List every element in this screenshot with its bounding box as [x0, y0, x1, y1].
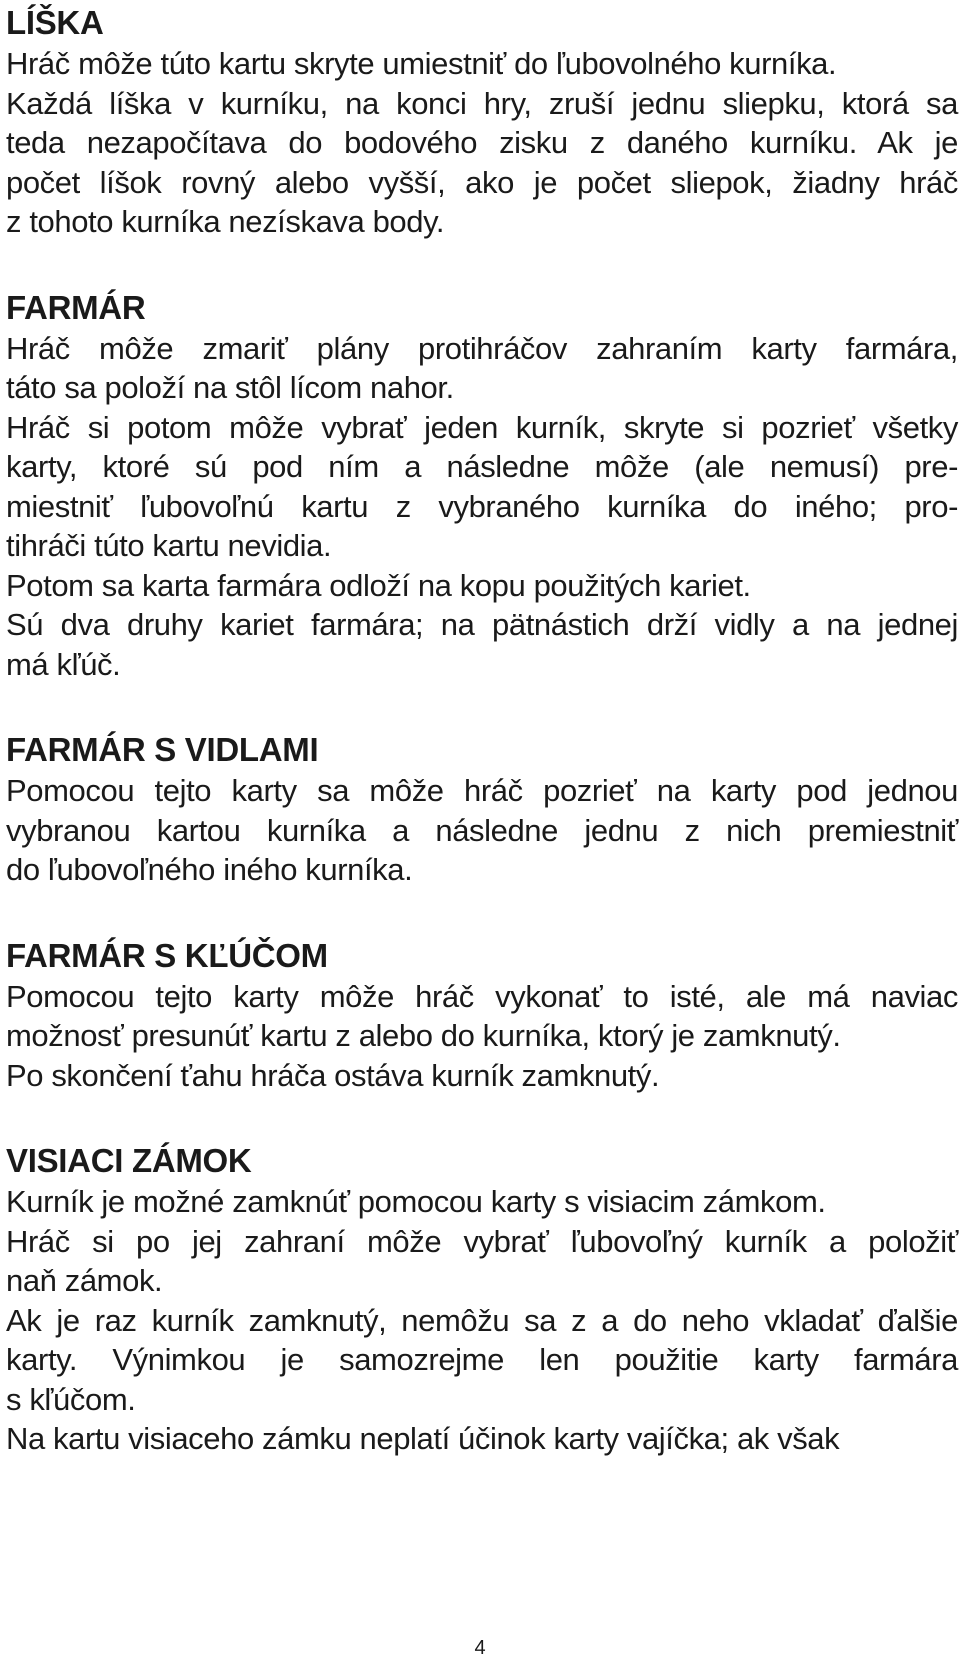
paragraph-line: karty. Výnimkou je samozrejme len použitie karty farmára: [6, 1342, 958, 1377]
document-page: [6, 0, 958, 1459]
paragraph-line: Kurník je možné zamknúť pomocou karty s visiacim zámkom.: [6, 1184, 826, 1219]
paragraph-line: do ľubovoľného iného kurníka.: [6, 852, 413, 887]
section-heading: VISIACI ZÁMOK: [6, 1142, 252, 1179]
paragraph-line: počet líšok rovný alebo vyšší, ako je počet sliepok, žiadny hráč: [6, 164, 958, 200]
paragraph-line: Ak je raz kurník zamknutý, nemôžu sa z a do neho vkladať ďalšie: [6, 1302, 958, 1338]
paragraph-line: teda nezapočítava do bodového zisku z daného kurníku. Ak je: [6, 125, 958, 160]
paragraph-line: Hráč si po jej zahraní môže vybrať ľubovoľný kurník a položiť: [6, 1223, 958, 1259]
section-spacer: [6, 684, 958, 727]
paragraph-line: naň zámok.: [6, 1263, 163, 1298]
section-farmar-s-vidlami: [6, 727, 958, 890]
section-farmar: [6, 285, 958, 685]
paragraph-line: Hráč môže zmariť plány protihráčov zahraním karty farmára,: [6, 330, 958, 366]
section-spacer: [6, 1095, 958, 1138]
paragraph-line: táto sa položí na stôl lícom nahor.: [6, 370, 454, 405]
paragraph-line: miestniť ľubovoľnú kartu z vybraného kurníka do iného; pro-: [6, 488, 958, 524]
paragraph-line: Hráč môže túto kartu skryte umiestniť do ľubovolného kurníka.: [6, 46, 837, 81]
section-heading: FARMÁR S KĽÚČOM: [6, 936, 328, 974]
paragraph-line: Na kartu visiaceho zámku neplatí účinok karty vajíčka; ak však: [6, 1421, 840, 1456]
paragraph-line: má kľúč.: [6, 646, 121, 682]
paragraph-line: Po skončení ťahu hráča ostáva kurník zamknutý.: [6, 1057, 660, 1093]
section-heading: FARMÁR: [6, 288, 146, 326]
paragraph-line: Potom sa karta farmára odloží na kopu použitých kariet.: [6, 567, 751, 603]
section-spacer: [6, 890, 958, 933]
section-heading: FARMÁR S VIDLAMI: [6, 731, 319, 768]
section-spacer: [6, 242, 958, 285]
section-farmar-s-klucom: [6, 933, 958, 1096]
paragraph-line: Hráč si potom môže vybrať jeden kurník, skryte si pozrieť všetky: [6, 409, 958, 445]
paragraph-line: Pomocou tejto karty môže hráč vykonať to isté, ale má naviac: [6, 978, 958, 1014]
paragraph-line: vybranou kartou kurníka a následne jednu z nich premiestniť: [6, 812, 958, 848]
paragraph-line: tihráči túto kartu nevidia.: [6, 528, 332, 563]
paragraph-line: Každá líška v kurníku, na konci hry, zruší jednu sliepku, ktorá sa: [6, 85, 958, 121]
paragraph-line: karty, ktoré sú pod ním a následne môže (ale nemusí) pre-: [6, 449, 958, 484]
paragraph-line: možnosť presunúť kartu z alebo do kurníka, ktorý je zamknutý.: [6, 1018, 841, 1053]
paragraph-line: Sú dva druhy kariet farmára; na pätnástich drží vidly a na jednej: [6, 607, 958, 642]
paragraph-line: Pomocou tejto karty sa môže hráč pozrieť na karty pod jednou: [6, 773, 958, 808]
page-number: 4: [474, 1637, 486, 1659]
paragraph-line: s kľúčom.: [6, 1381, 136, 1417]
section-liska: [6, 0, 958, 242]
paragraph-line: z tohoto kurníka nezískava body.: [6, 204, 445, 239]
section-visiaci-zamok: [6, 1138, 958, 1459]
section-heading: LÍŠKA: [6, 4, 104, 41]
